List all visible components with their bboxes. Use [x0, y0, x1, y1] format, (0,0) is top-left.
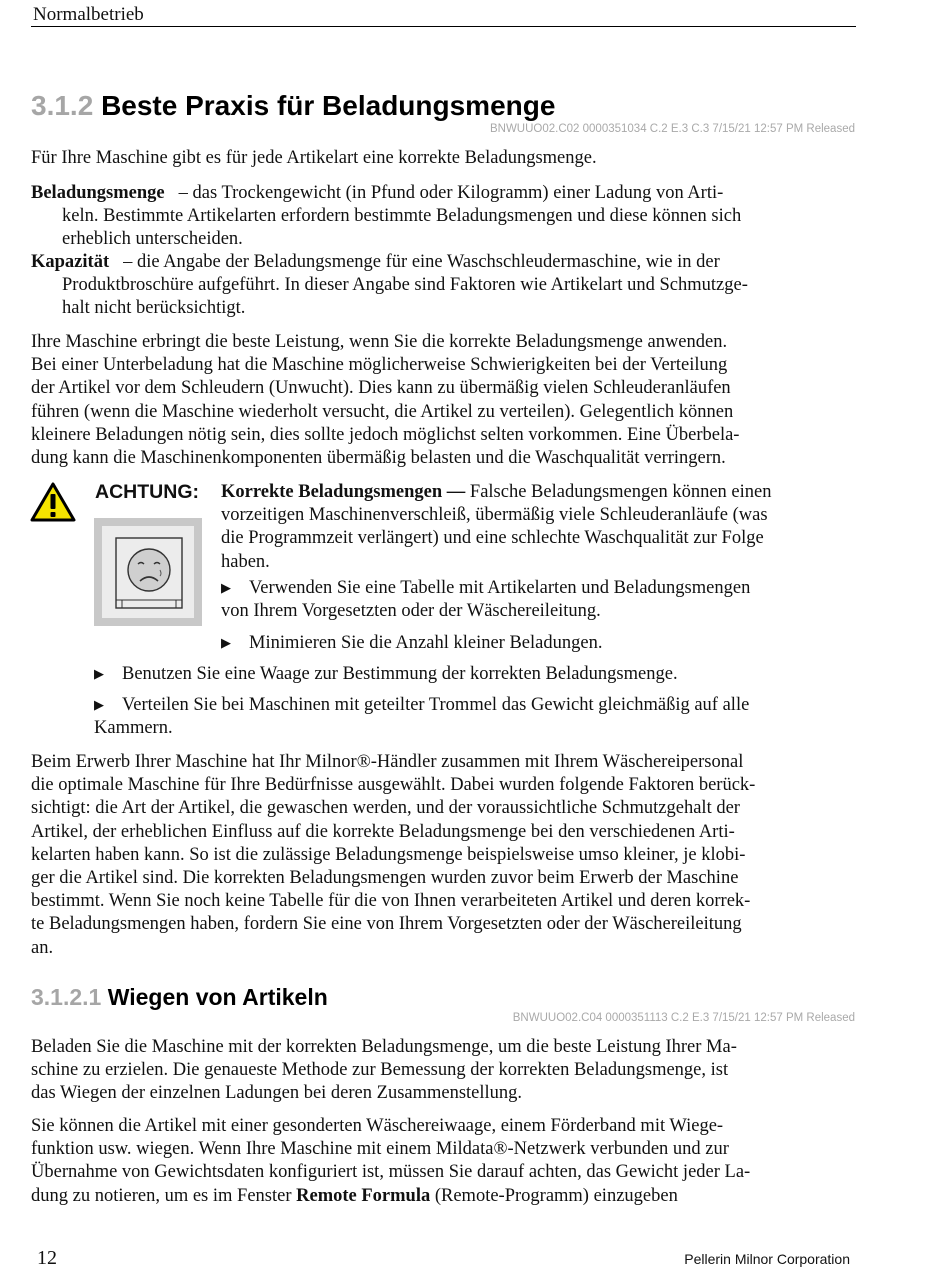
definition-load-size: [31, 182, 887, 252]
body-paragraph-4: [31, 1115, 856, 1208]
text-line: Kammern.: [94, 718, 173, 739]
text-line: (Remote-Programm) einzugeben: [430, 1185, 678, 1206]
text-line: dung zu notieren, um es im Fenster: [31, 1185, 297, 1206]
definition-term: Beladungsmenge: [31, 183, 165, 203]
caution-title: Korrekte Beladungsmengen —: [221, 482, 466, 502]
text-line: Beladen Sie die Maschine mit der korrekten Beladungsmenge, um die beste Leistung Ihrer Ma-: [31, 1037, 737, 1057]
header-rule: [31, 26, 856, 27]
subsection-heading: [31, 984, 328, 1011]
body-paragraph-1: [31, 331, 856, 470]
section-heading: [31, 90, 555, 122]
text-line: ger die Artikel sind. Die korrekten Beladungsmengen wurden zuvor beim Erwerb der Maschine: [31, 868, 739, 889]
definition-text: keln. Bestimmte Artikelarten erfordern bestimmte Beladungsmengen und diese können sich: [62, 206, 742, 227]
definition-text: – die Angabe der Beladungsmenge für eine Waschschleudermaschine, wie in der: [123, 252, 720, 272]
running-header: Normalbetrieb: [33, 4, 144, 25]
text-line: funktion usw. wiegen. Wenn Ihre Maschine mit einem Mildata®-Netzwerk verbunden und zur: [31, 1139, 729, 1160]
text-line: vorzeitigen Maschinenverschleiß, übermäßig viele Schleuderanläufe (was: [221, 505, 768, 526]
bullet-arrow-icon: ▶: [221, 580, 231, 595]
bullet-arrow-icon: ▶: [94, 697, 104, 712]
body-paragraph-3: [31, 1036, 856, 1106]
text-line: das Wiegen der einzelnen Ladungen bei deren Zusammenstellung.: [31, 1083, 523, 1104]
illustration-panel: [102, 526, 194, 618]
definition-text: erheblich unterscheiden.: [62, 229, 243, 250]
intro-paragraph: Für Ihre Maschine gibt es für jede Artikelart eine korrekte Beladungsmenge.: [31, 148, 597, 168]
caution-bullet-2: [221, 631, 861, 655]
text-line: Verteilen Sie bei Maschinen mit geteilter Trommel das Gewicht gleichmäßig auf alle: [122, 695, 750, 715]
bullet-arrow-icon: ▶: [221, 635, 231, 650]
text-line: an.: [31, 937, 54, 958]
text-line: Falsche Beladungsmengen können einen: [469, 482, 772, 502]
section-meta: BNWUUO02.C02 0000351034 C.2 E.3 C.3 7/15/21 12:57 PM Released: [489, 123, 855, 135]
text-line: die Programmzeit verlängert) und eine schlechte Waschqualität zur Folge: [221, 528, 764, 549]
caution-bullet-1: [221, 576, 861, 623]
text-line: Übernahme von Gewichtsdaten konfiguriert ist, müssen Sie darauf achten, das Gewicht jeder La-: [31, 1162, 751, 1183]
text-line: die optimale Maschine für Ihre Bedürfnisse ausgewählt. Dabei wurden folgende Faktoren berück-: [31, 775, 756, 796]
subsection-number: 3.1.2.1: [31, 984, 102, 1010]
text-line: kelarten haben kann. So ist die zulässige Beladungsmenge beispielsweise umso kleiner, je klobi-: [31, 844, 746, 865]
sad-face-machine-icon: [102, 526, 194, 618]
text-line: kleinere Beladungen nötig sein, dies sollte jedoch möglichst selten vorkommen. Eine Überbela-: [31, 424, 740, 445]
caution-bullet-3: [94, 662, 864, 686]
caution-illustration: [94, 518, 202, 626]
body-paragraph-2: [31, 751, 856, 960]
text-line: Beim Erwerb Ihrer Maschine hat Ihr Milnor®-Händler zusammen mit Ihrem Wäschereipersonal: [31, 752, 744, 772]
text-line: Verwenden Sie eine Tabelle mit Artikelarten und Beladungsmengen: [249, 578, 751, 598]
page-number: 12: [37, 1247, 57, 1269]
caution-label: ACHTUNG:: [95, 481, 199, 503]
text-line: Minimieren Sie die Anzahl kleiner Beladungen.: [249, 633, 603, 653]
text-line: Sie können die Artikel mit einer gesonderten Wäschereiwaage, einem Förderband mit Wiege-: [31, 1116, 724, 1136]
text-line: haben.: [221, 551, 270, 572]
text-line: schine zu erzielen. Die genaueste Methode zur Bemessung der korrekten Beladungsmenge, ist: [31, 1060, 729, 1081]
definition-capacity: [31, 251, 887, 321]
text-line: Ihre Maschine erbringt die beste Leistung, wenn Sie die korrekte Beladungsmenge anwenden.: [31, 332, 728, 352]
text-line: dung kann die Maschinenkomponenten übermäßig belasten und die Waschqualität verringern.: [31, 448, 726, 469]
text-line: Bei einer Unterbeladung hat die Maschine möglicherweise Schwierigkeiten bei der Verteilung: [31, 355, 728, 376]
subsection-title: Wiegen von Artikeln: [107, 984, 328, 1010]
definition-text: halt nicht berücksichtigt.: [62, 298, 246, 319]
caution-bullet-4: [94, 693, 864, 740]
caution-text: [221, 481, 861, 574]
text-line: Artikel, der erheblichen Einfluss auf die korrekte Beladungsmenge bei den verschiedenen Arti-: [31, 821, 735, 842]
text-line: sichtigt: die Art der Artikel, die gewaschen werden, und der voraussichtliche Schmutzgehalt der: [31, 798, 740, 819]
text-line: Benutzen Sie eine Waage zur Bestimmung der korrekten Beladungsmenge.: [122, 664, 678, 684]
bullet-arrow-icon: ▶: [94, 666, 104, 681]
text-line: der Artikel vor dem Schleudern (Unwucht). Dies kann zu übermäßig vielen Schleuderanläufen: [31, 378, 731, 399]
warning-triangle-icon: [30, 481, 76, 523]
subsection-meta: BNWUUO02.C04 0000351113 C.2 E.3 7/15/21 12:57 PM Released: [512, 1012, 855, 1024]
text-line: bestimmt. Wenn Sie noch keine Tabelle für die von Ihnen verarbeiteten Artikel und deren korrek-: [31, 891, 751, 912]
definition-text: – das Trockengewicht (in Pfund oder Kilogramm) einer Ladung von Arti-: [178, 183, 724, 203]
footer-company: Pellerin Milnor Corporation: [684, 1251, 850, 1267]
section-number: 3.1.2: [31, 90, 94, 121]
text-line: von Ihrem Vorgesetzten oder der Wäschereileitung.: [221, 601, 601, 622]
definition-text: Produktbroschüre aufgeführt. In dieser Angabe sind Faktoren wie Artikelart und Schmutzge-: [62, 275, 748, 296]
definition-term: Kapazität: [31, 252, 110, 272]
text-line: führen (wenn die Maschine wiederholt versucht, die Artikel zu verteilen). Gelegentlich können: [31, 401, 734, 422]
remote-formula-term: Remote Formula: [296, 1185, 431, 1206]
section-title: Beste Praxis für Beladungsmenge: [101, 90, 556, 121]
text-line: te Beladungsmengen haben, fordern Sie eine von Ihrem Vorgesetzten oder der Wäschereileitung: [31, 914, 742, 935]
